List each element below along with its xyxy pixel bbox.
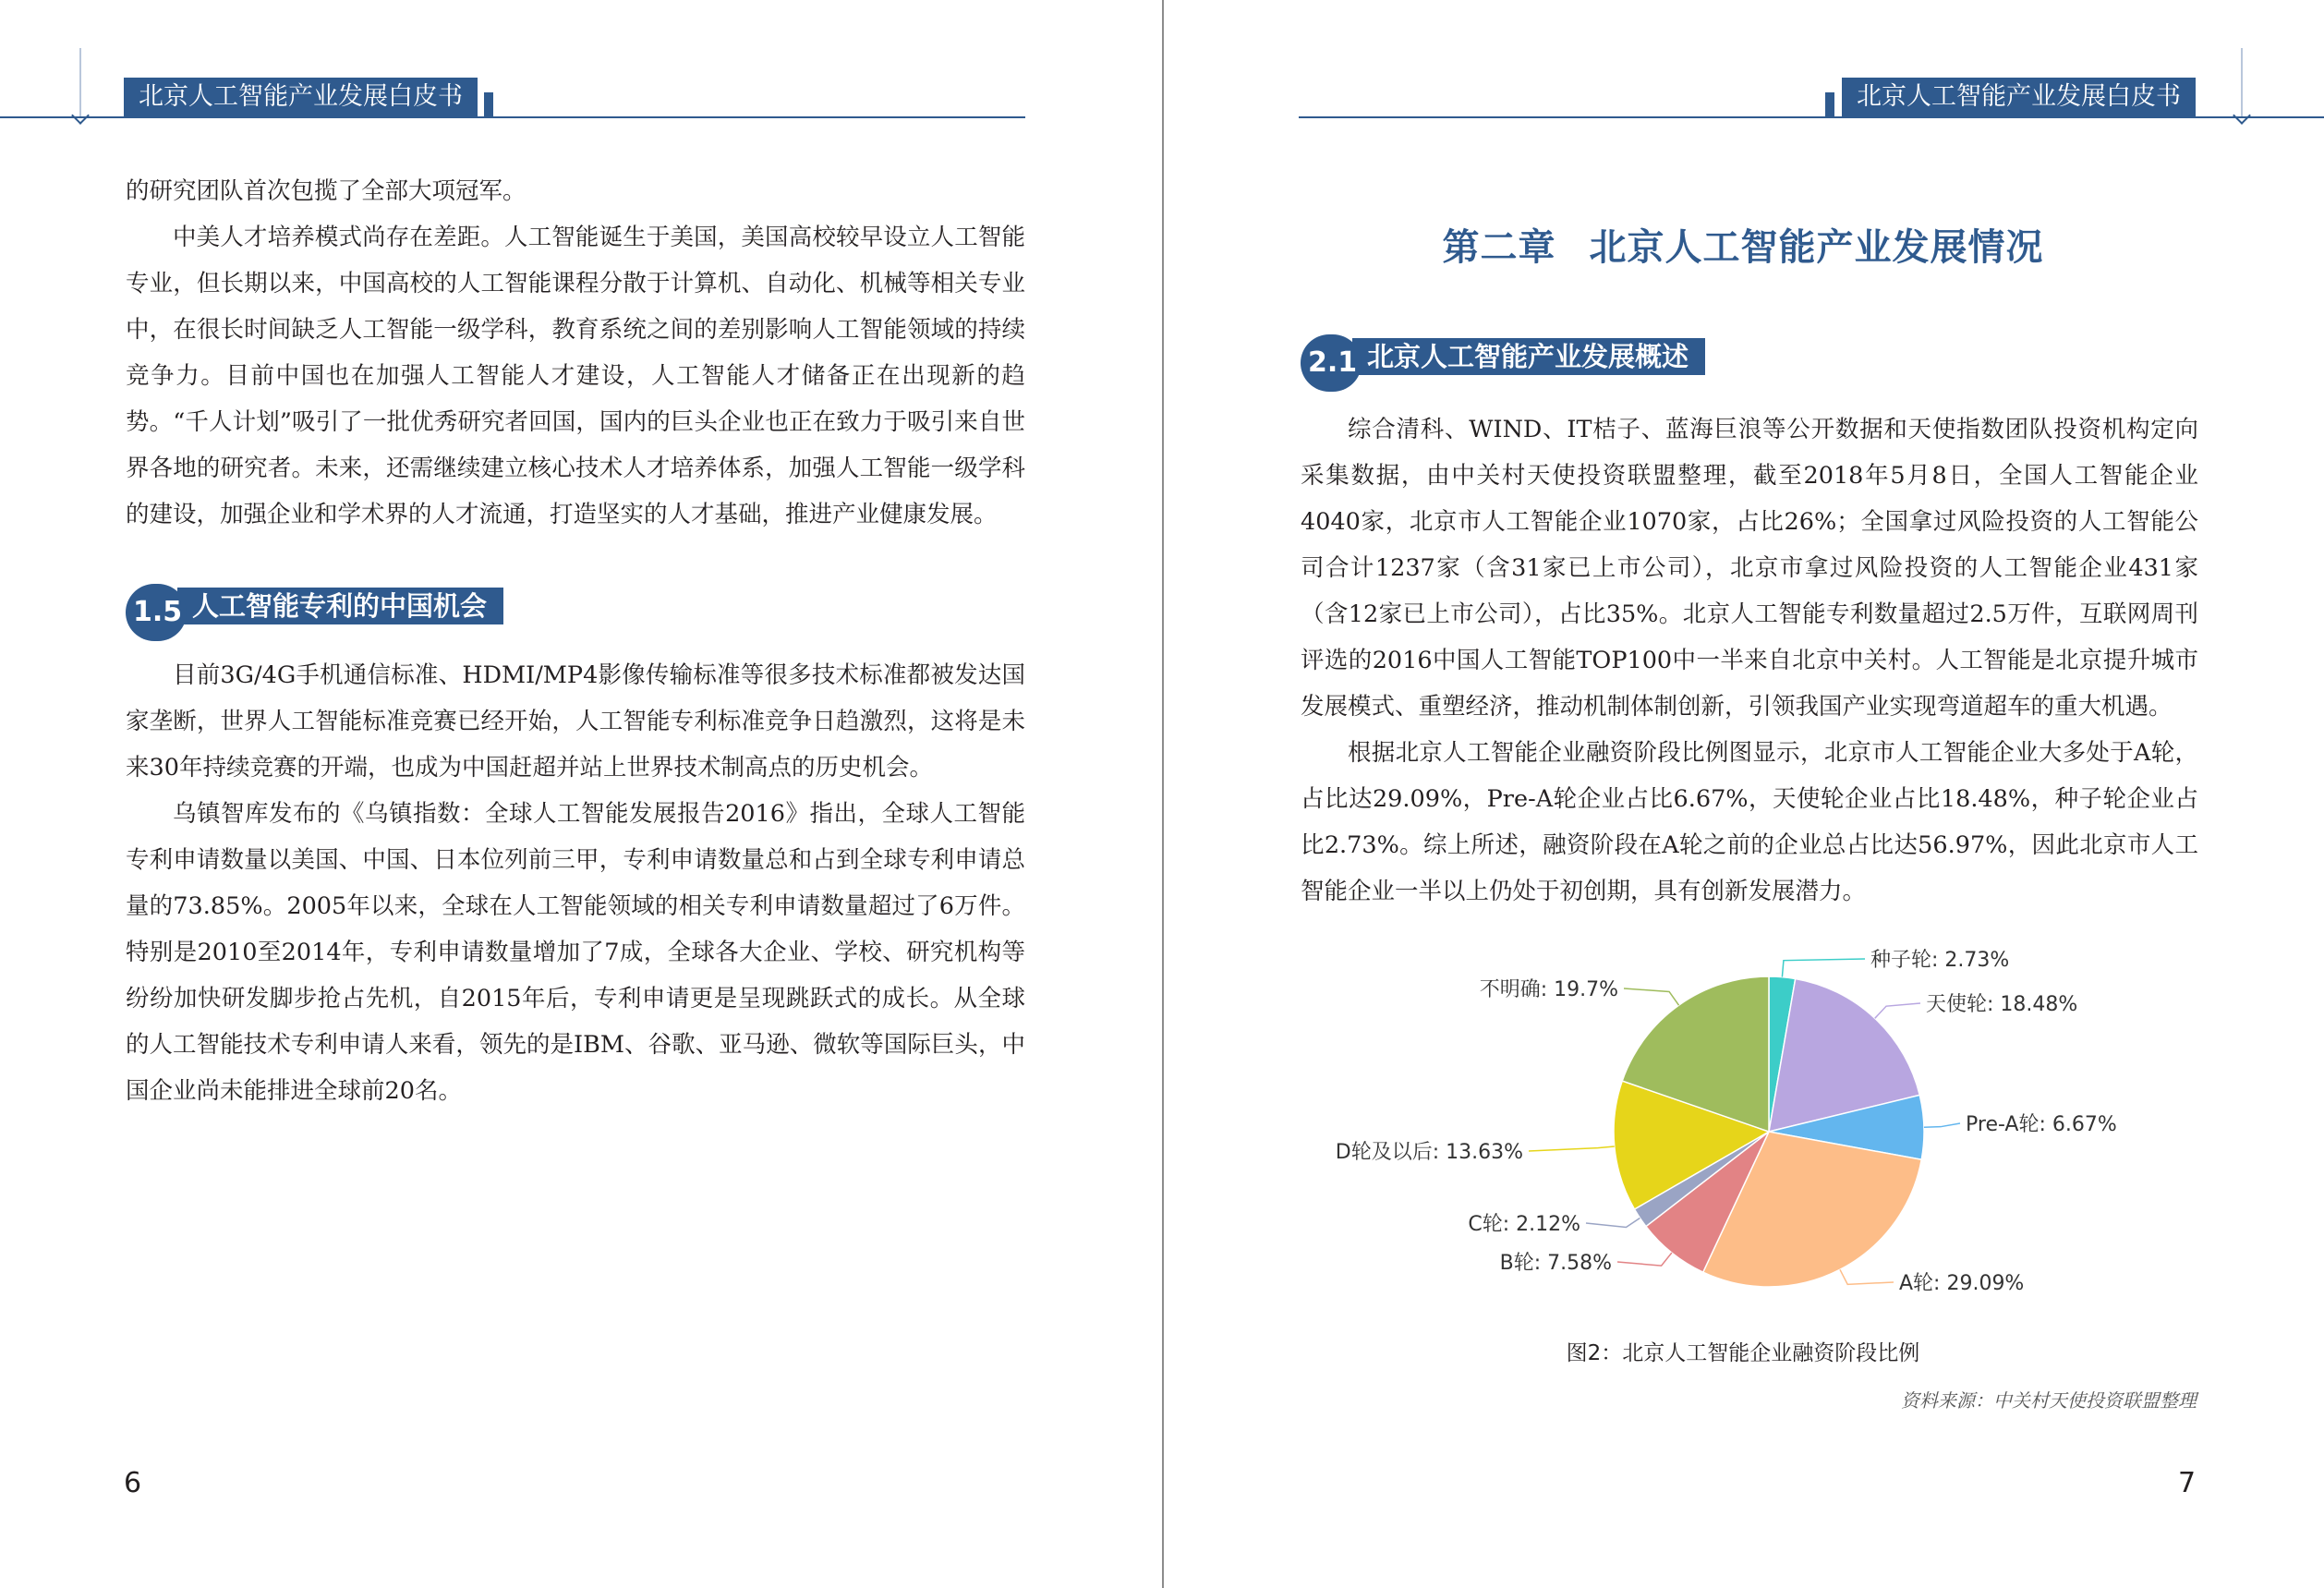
leader-line [1782, 959, 1865, 977]
slice-label: C轮: 2.12% [1468, 1213, 1580, 1236]
funding-stage-pie-chart [1265, 933, 2117, 1321]
page-number: 7 [2178, 1467, 2197, 1499]
header-rule [1299, 116, 2324, 118]
body-text-top [126, 168, 1025, 538]
slice-label: D轮及以后: 13.63% [1335, 1141, 1523, 1164]
header-rule [0, 116, 1025, 118]
slice-label: Pre-A轮: 6.67% [1966, 1113, 2117, 1136]
section-title: 北京人工智能产业发展概述 [1352, 338, 1705, 375]
leader-line [1624, 988, 1679, 1005]
paragraph: 的研究团队首次包揽了全部大项冠军。 [126, 177, 527, 205]
figure-source: 资料来源：中关村天使投资联盟整理 [1901, 1389, 2197, 1412]
body-text-right [1301, 406, 2198, 915]
paragraph: 目前3G/4G手机通信标准、HDMI/MP4影像传输标准等很多技术标准都被发达国家垄断，世界人工智能标准竞赛已经开始，人工智能专利标准竞争日趋激烈，这将是未来30年持续竞赛的开端，也成为中国赶超并站上世界技术制高点的历史机会。 [126, 661, 1025, 782]
header-title: 北京人工智能产业发展白皮书 [124, 78, 478, 116]
chapter-label: 第二章 [1442, 226, 1556, 269]
page-number: 6 [124, 1467, 142, 1499]
chapter-name: 北京人工智能产业发展情况 [1589, 226, 2044, 269]
header-accent [484, 92, 493, 116]
body-text-bottom [126, 652, 1025, 1114]
leader-line [1924, 1123, 1960, 1127]
section-title: 人工智能专利的中国机会 [177, 588, 503, 624]
leader-line [1875, 1003, 1920, 1018]
slice-label: 种子轮: 2.73% [1870, 949, 2010, 972]
leader-line [1840, 1269, 1894, 1284]
paragraph: 中美人才培养模式尚存在差距。人工智能诞生于美国，美国高校较早设立人工智能专业，但长期以来，中国高校的人工智能课程分散于计算机、自动化、机械等相关专业中，在很长时间缺乏人工智能一级学科，教育系统之间的差别影响人工智能领域的持续竞争力。目前中国也在加强人工智能人才建设，人工智能人才储备正在出现新的趋势。“千人计划”吸引了一批优秀研究者回国，国内的巨头企业也正在致力于吸引来自世界各地的研究者。未来，还需继续建立核心技术人才培养体系，加强人工智能一级学科的建设，加强企业和学术界的人才流通，打造坚实的人才基础，推进产业健康发展。 [126, 224, 1025, 528]
leader-line [1529, 1146, 1615, 1151]
slice-label: A轮: 29.09% [1899, 1272, 2025, 1295]
paragraph: 根据北京人工智能企业融资阶段比例图显示，北京市人工智能企业大多处于A轮，占比达29.09%，Pre-A轮企业占比6.67%，天使轮企业占比18.48%，种子轮企业占比2.73%。综上所述，融资阶段在A轮之前的企业总占比达56.97%，因此北京市人工智能企业一半以上仍处于初创期，具有创新发展潜力。 [1301, 739, 2198, 905]
slice-label: 天使轮: 18.48% [1926, 993, 2078, 1016]
section-heading-1-5 [126, 584, 606, 641]
slice-label: B轮: 7.58% [1499, 1252, 1612, 1275]
leader-line [1617, 1253, 1672, 1266]
paragraph: 综合清科、WIND、IT桔子、蓝海巨浪等公开数据和天使指数团队投资机构定向采集数据，由中关村天使投资联盟整理，截至2018年5月8日，全国人工智能企业4040家，北京市人工智能企业1070家，占比26%；全国拿过风险投资的人工智能公司合计1237家（含31家已上市公司），北京市拿过风险投资的人工智能企业431家（含12家已上市公司），占比35%。北京人工智能专利数量超过2.5万件，互联网周刊评选的2016中国人工智能TOP100中一半来自北京中关村。人工智能是北京提升城市发展模式、重塑经济，推动机制体制创新，引领我国产业实现弯道超车的重大机遇。 [1301, 416, 2198, 721]
section-number: 1.5 [126, 584, 187, 641]
leader-line [1586, 1218, 1640, 1227]
figure-caption: 图2：北京人工智能企业融资阶段比例 [1566, 1341, 1920, 1365]
section-number: 2.1 [1301, 334, 1362, 392]
header-title: 北京人工智能产业发展白皮书 [1842, 78, 2196, 116]
header-notch [71, 106, 90, 125]
header-accent [1825, 92, 1834, 116]
section-heading-2-1 [1301, 334, 1753, 392]
header-notch [2233, 106, 2251, 125]
slice-label: 不明确: 19.7% [1479, 978, 1618, 1001]
paragraph: 乌镇智库发布的《乌镇指数：全球人工智能发展报告2016》指出，全球人工智能专利申请数量以美国、中国、日本位列前三甲，专利申请数量总和占到全球专利申请总量的73.85%。2005年以来，全球在人工智能领域的相关专利申请数量超过了6万件。特别是2010至2014年，专利申请数量增加了7成，全球各大企业、学校、研究机构等纷纷加快研发脚步抢占先机，自2015年后，专利申请更是呈现跳跃式的成长。从全球的人工智能技术专利申请人来看，领先的是IBM、谷歌、亚马逊、微软等国际巨头，中国企业尚未能排进全球前20名。 [126, 800, 1025, 1105]
chapter-title [1162, 218, 2324, 271]
